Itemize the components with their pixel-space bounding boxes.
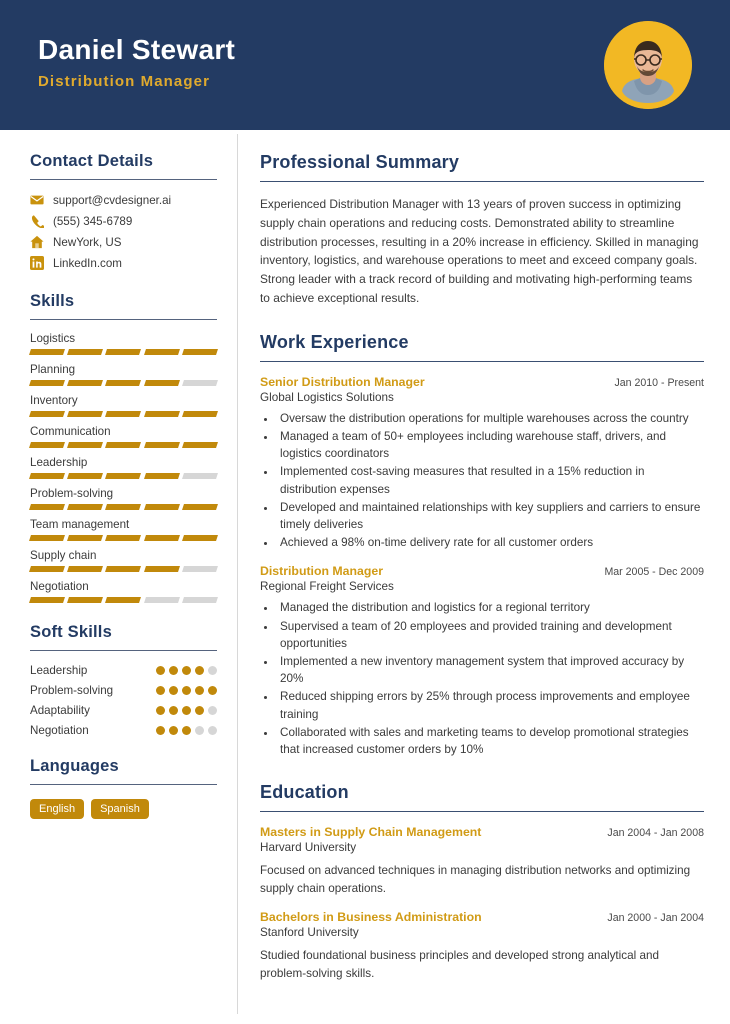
experience-entry-header <box>260 564 704 578</box>
contact-value-email: support@cvdesigner.ai <box>53 193 172 207</box>
soft-skill-dot <box>156 666 165 675</box>
soft-skill-dot <box>169 666 178 675</box>
section-heading-experience: Work Experience <box>260 331 409 352</box>
skill-segment <box>67 473 103 479</box>
skill-segment <box>105 535 141 541</box>
soft-skill-label: Negotiation <box>30 724 89 737</box>
soft-skill-rating <box>156 726 217 735</box>
phone-icon <box>30 214 44 228</box>
soft-skill-item <box>30 724 217 737</box>
contact-item-email[interactable] <box>30 193 217 207</box>
skill-bar <box>30 504 217 510</box>
skill-item <box>30 425 217 448</box>
section-professional-summary <box>260 152 704 308</box>
skill-bar <box>30 535 217 541</box>
soft-skill-item <box>30 664 217 677</box>
experience-title: Distribution Manager <box>260 564 383 579</box>
languages-list <box>30 799 217 819</box>
soft-skill-dot <box>182 706 191 715</box>
skill-segment <box>105 566 141 572</box>
education-title: Bachelors in Business Administration <box>260 910 482 925</box>
skill-segment <box>29 597 65 603</box>
skill-segment <box>182 349 218 355</box>
skill-label: Inventory <box>30 394 78 407</box>
skill-segment <box>29 349 65 355</box>
education-organization: Harvard University <box>260 841 357 855</box>
contact-item-linkedin[interactable] <box>30 256 217 270</box>
contact-value-location: NewYork, US <box>53 235 122 249</box>
experience-bullet: • Collaborated with sales and marketing teams to develop promotional strategies that increased customer orders by 10% <box>277 724 704 758</box>
section-rule <box>30 319 217 320</box>
skill-segment <box>29 566 65 572</box>
section-soft-skills <box>30 623 217 737</box>
experience-date: Jan 2010 - Present <box>614 376 704 389</box>
language-pill[interactable]: Spanish <box>91 799 149 819</box>
skill-segment <box>144 597 180 603</box>
contact-list <box>30 193 217 270</box>
soft-skill-dot <box>169 726 178 735</box>
soft-skill-rating <box>156 666 217 675</box>
header-identity <box>38 34 235 95</box>
experience-bullet: • Achieved a 98% on-time delivery rate for all customer orders <box>277 534 704 551</box>
section-education <box>260 782 704 982</box>
skill-label: Logistics <box>30 332 76 345</box>
skill-label: Negotiation <box>30 580 89 593</box>
skill-bar <box>30 473 217 479</box>
skill-bar <box>30 349 217 355</box>
skill-label: Problem-solving <box>30 487 114 500</box>
soft-skill-dot <box>169 706 178 715</box>
skill-item <box>30 332 217 355</box>
soft-skill-dot <box>169 686 178 695</box>
experience-organization: Regional Freight Services <box>260 580 394 594</box>
candidate-name: Daniel Stewart <box>38 34 236 66</box>
soft-skill-dot <box>156 726 165 735</box>
soft-skill-dot <box>156 706 165 715</box>
soft-skill-dot <box>208 686 217 695</box>
skill-segment <box>182 504 218 510</box>
skill-bar <box>30 411 217 417</box>
skill-segment <box>144 442 180 448</box>
contact-value-phone: (555) 345-6789 <box>53 214 133 228</box>
education-description: Studied foundational business principles and developed strong analytical and problem-solving skills. <box>260 949 659 980</box>
education-entry <box>260 910 704 982</box>
sidebar <box>0 130 237 1024</box>
skill-segment <box>105 473 141 479</box>
soft-skill-dot <box>208 666 217 675</box>
section-work-experience <box>260 332 704 758</box>
experience-bullet: • Reduced shipping errors by 25% through process improvements and employee training <box>277 688 704 722</box>
avatar-container <box>604 21 692 109</box>
section-heading-skills: Skills <box>30 292 75 310</box>
soft-skill-rating <box>156 686 217 695</box>
experience-bullet: • Oversaw the distribution operations for multiple warehouses across the country <box>277 410 704 427</box>
section-rule <box>260 361 704 362</box>
skill-segment <box>105 597 141 603</box>
skill-segment <box>182 473 218 479</box>
soft-skill-dot <box>182 726 191 735</box>
skill-segment <box>29 380 65 386</box>
skill-segment <box>144 380 180 386</box>
candidate-job-title: Distribution Manager <box>38 72 211 90</box>
soft-skill-dot <box>182 666 191 675</box>
skill-segment <box>144 566 180 572</box>
skill-segment <box>29 504 65 510</box>
skill-segment <box>182 380 218 386</box>
envelope-icon <box>30 193 44 207</box>
education-date: Jan 2000 - Jan 2004 <box>607 912 704 925</box>
skill-segment <box>67 349 103 355</box>
contact-item-phone[interactable] <box>30 214 217 228</box>
experience-date: Mar 2005 - Dec 2009 <box>604 566 704 579</box>
soft-skill-dot <box>195 666 204 675</box>
skill-item <box>30 363 217 386</box>
linkedin-icon <box>30 256 44 270</box>
soft-skill-label: Leadership <box>30 664 88 677</box>
experience-bullet: • Managed the distribution and logistics for a regional territory <box>277 599 704 616</box>
experience-entry-header <box>260 375 704 389</box>
skill-label: Supply chain <box>30 549 97 562</box>
experience-bullets <box>277 410 704 552</box>
skill-segment <box>182 566 218 572</box>
section-heading-languages: Languages <box>30 757 119 775</box>
language-pill[interactable]: English <box>30 799 84 819</box>
section-rule <box>30 650 217 651</box>
section-rule <box>260 811 704 812</box>
experience-bullet: • Implemented a new inventory management system that improved accuracy by 20% <box>277 653 704 687</box>
section-heading-soft-skills: Soft Skills <box>30 623 112 641</box>
skills-list <box>30 332 217 603</box>
skill-segment <box>67 504 103 510</box>
skill-label: Leadership <box>30 456 88 469</box>
skill-segment <box>67 566 103 572</box>
section-heading-education: Education <box>260 782 349 803</box>
education-entry-header <box>260 825 704 839</box>
skill-bar <box>30 442 217 448</box>
soft-skill-dot <box>156 686 165 695</box>
contact-value-linkedin: LinkedIn.com <box>53 256 122 270</box>
education-list <box>260 825 704 982</box>
education-entry <box>260 825 704 897</box>
skill-segment <box>144 535 180 541</box>
soft-skill-rating <box>156 706 217 715</box>
main-column <box>238 130 730 1024</box>
skill-segment <box>105 349 141 355</box>
skill-bar <box>30 566 217 572</box>
home-icon <box>30 235 44 249</box>
resume-header <box>0 0 730 130</box>
soft-skill-dot <box>208 706 217 715</box>
skill-segment <box>29 473 65 479</box>
experience-list <box>260 375 704 758</box>
soft-skill-item <box>30 684 217 697</box>
skill-segment <box>67 442 103 448</box>
section-heading-contact: Contact Details <box>30 152 154 170</box>
experience-bullet: • Implemented cost-saving measures that resulted in a 15% reduction in distribution expenses <box>277 463 704 497</box>
skill-segment <box>67 597 103 603</box>
education-date: Jan 2004 - Jan 2008 <box>607 827 704 840</box>
skill-segment <box>182 535 218 541</box>
education-entry-header <box>260 910 704 924</box>
soft-skill-label: Adaptability <box>30 704 90 717</box>
skill-bar <box>30 380 217 386</box>
soft-skill-label: Problem-solving <box>30 684 114 697</box>
skill-segment <box>29 535 65 541</box>
education-organization: Stanford University <box>260 926 359 940</box>
experience-bullet: • Developed and maintained relationships with key suppliers and carriers to ensure timely deliveries <box>277 499 704 533</box>
experience-organization: Global Logistics Solutions <box>260 390 394 404</box>
section-heading-summary: Professional Summary <box>260 152 460 172</box>
skill-segment <box>105 411 141 417</box>
skill-segment <box>182 597 218 603</box>
skill-segment <box>29 442 65 448</box>
skill-segment <box>144 411 180 417</box>
soft-skill-dot <box>195 706 204 715</box>
education-description: Focused on advanced techniques in managing distribution networks and optimizing supply chain operations. <box>260 864 691 895</box>
experience-entry <box>260 564 704 758</box>
skill-item <box>30 549 217 572</box>
skill-segment <box>144 473 180 479</box>
skill-segment <box>144 349 180 355</box>
soft-skill-dot <box>195 686 204 695</box>
experience-bullet: • Managed a team of 50+ employees including warehouse staff, drivers, and logistics coordinators <box>277 428 704 462</box>
experience-bullet: • Supervised a team of 20 employees and provided training and development opportunities <box>277 618 704 652</box>
skill-label: Communication <box>30 425 111 438</box>
skill-segment <box>67 535 103 541</box>
section-rule <box>30 784 217 785</box>
section-languages <box>30 757 217 819</box>
section-rule <box>30 179 217 180</box>
skill-bar <box>30 597 217 603</box>
summary-text: Experienced Distribution Manager with 13 years of proven success in optimizing supply chain operations and reducing costs. Demonstrated ability to streamline distribution processes, resulting in a 20% increase in efficiency. Skilled in managing inventory, logistics, and warehouse operations to meet and exceed company goals. Strong leader with a track record of building and motivating high-performing teams to achieve exceptional results. <box>260 197 699 305</box>
skill-segment <box>67 380 103 386</box>
resume-body <box>0 130 730 1024</box>
soft-skills-list <box>30 664 217 737</box>
skill-segment <box>105 442 141 448</box>
skill-segment <box>144 504 180 510</box>
section-contact-details <box>30 152 217 270</box>
soft-skill-dot <box>208 726 217 735</box>
skill-item <box>30 518 217 541</box>
section-rule <box>260 181 704 182</box>
skill-item <box>30 456 217 479</box>
skill-item <box>30 487 217 510</box>
soft-skill-dot <box>182 686 191 695</box>
soft-skill-item <box>30 704 217 717</box>
skill-segment <box>67 411 103 417</box>
skill-segment <box>182 411 218 417</box>
experience-entry <box>260 375 704 552</box>
skill-segment <box>105 504 141 510</box>
skill-segment <box>182 442 218 448</box>
skill-label: Team management <box>30 518 130 531</box>
skill-segment <box>105 380 141 386</box>
skill-label: Planning <box>30 363 76 376</box>
section-skills <box>30 292 217 603</box>
experience-title: Senior Distribution Manager <box>260 374 425 389</box>
soft-skill-dot <box>195 726 204 735</box>
skill-segment <box>29 411 65 417</box>
avatar <box>604 21 692 109</box>
skill-item <box>30 394 217 417</box>
contact-item-location[interactable] <box>30 235 217 249</box>
skill-item <box>30 580 217 603</box>
experience-bullets <box>277 599 704 758</box>
education-title: Masters in Supply Chain Management <box>260 825 482 840</box>
